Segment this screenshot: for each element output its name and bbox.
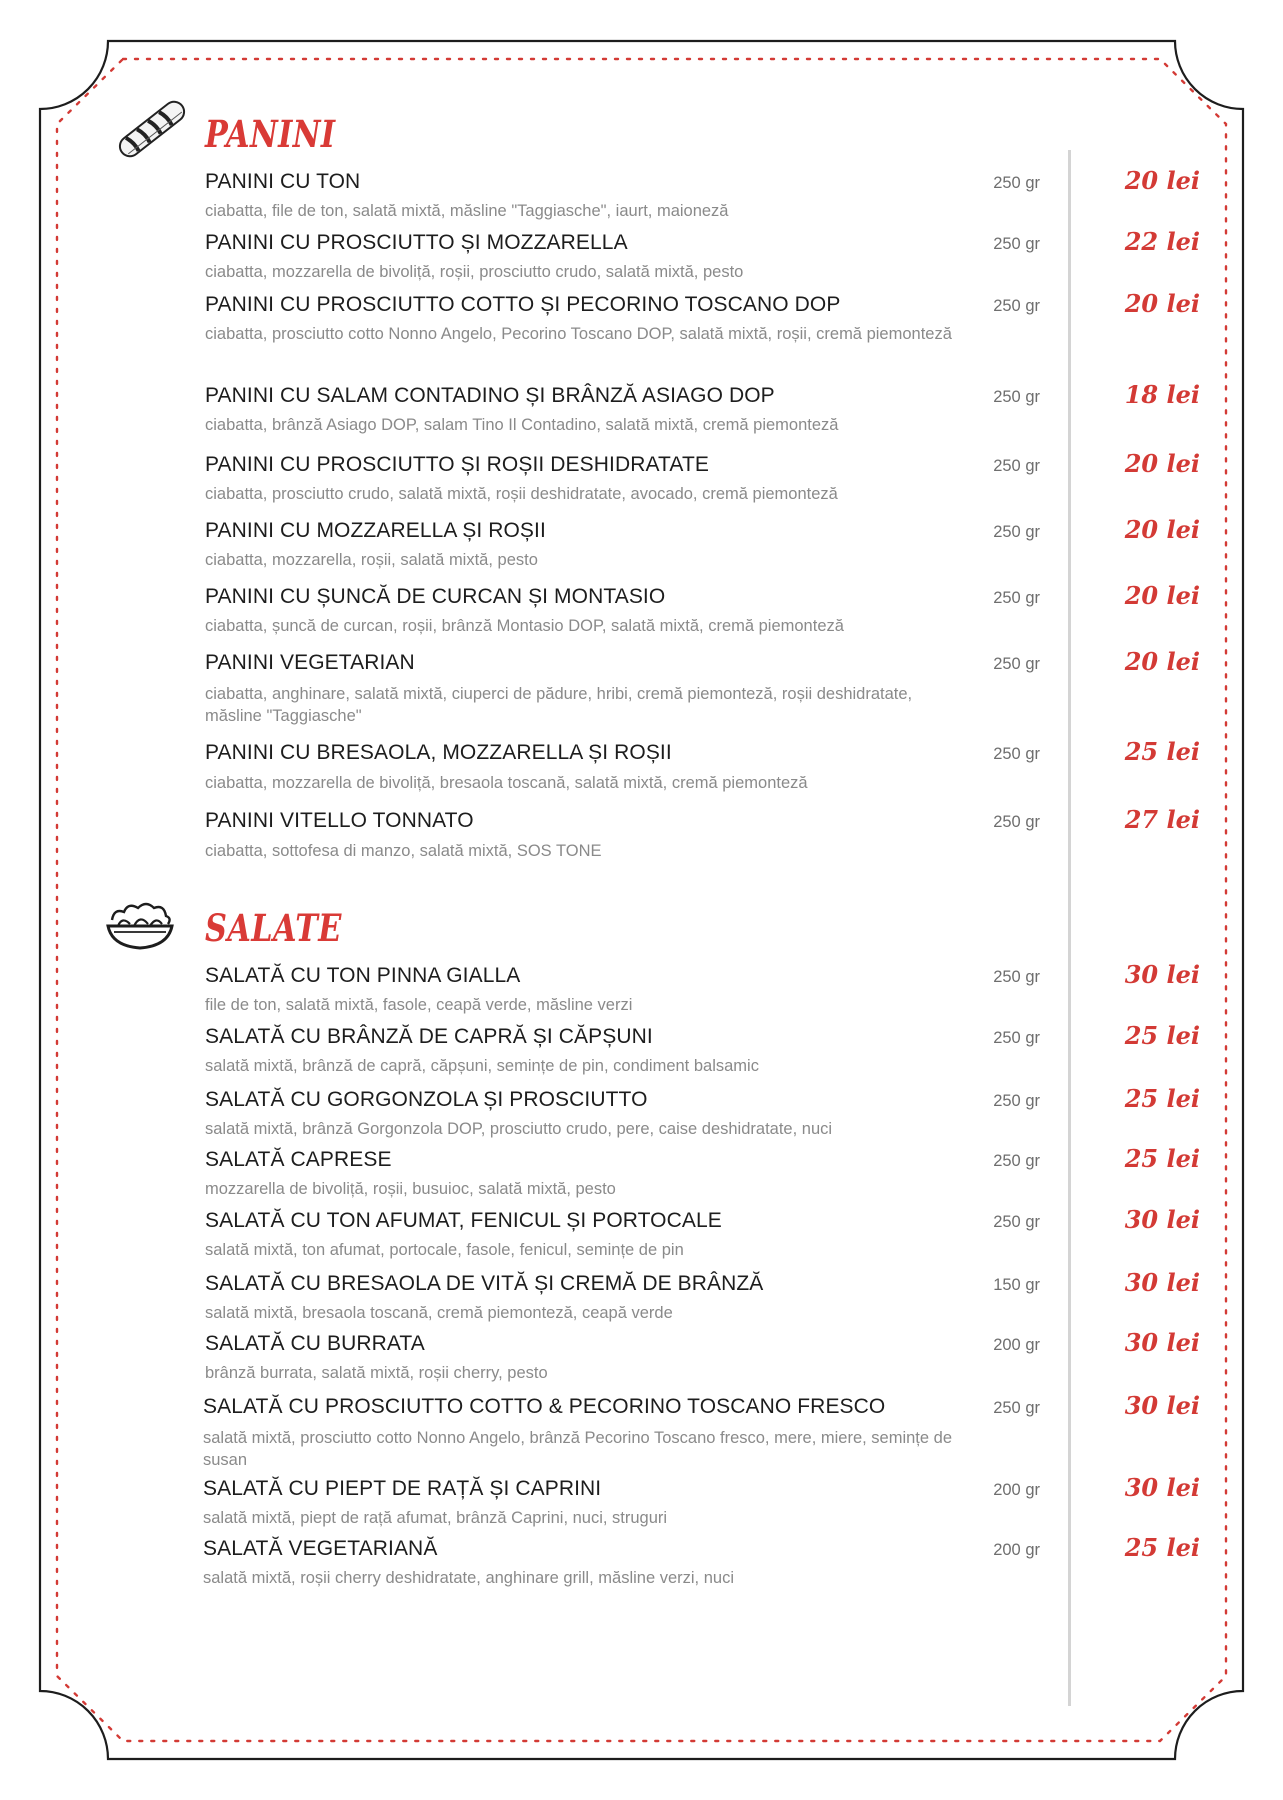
item-price: 30 lei: [1124, 1473, 1200, 1502]
item-price: 20 lei: [1124, 647, 1200, 676]
item-description: salată mixtă, bresaola toscană, cremă piemonteză, ceapă verde: [205, 1304, 673, 1322]
item-weight: 250 gr: [993, 1213, 1040, 1231]
column-divider: [1068, 150, 1071, 1706]
item-weight: 200 gr: [993, 1336, 1040, 1354]
item-name: SALATĂ CU PROSCIUTTO COTTO & PECORINO TOSCANO FRESCO: [203, 1395, 886, 1418]
item-weight: 250 gr: [993, 235, 1040, 253]
item-description: salată mixtă, prosciutto cotto Nonno Angelo, brânză Pecorino Toscano fresco, mere, miere, semințe de susan: [203, 1429, 953, 1469]
item-weight: 250 gr: [993, 589, 1040, 607]
item-price: 20 lei: [1124, 581, 1200, 610]
item-name: PANINI CU ȘUNCĂ DE CURCAN ȘI MONTASIO: [205, 585, 666, 608]
item-description: ciabatta, sottofesa di manzo, salată mixtă, SOS TONE: [205, 842, 602, 860]
item-description: ciabatta, brânză Asiago DOP, salam Tino Il Contadino, salată mixtă, cremă piemonteză: [205, 416, 839, 434]
item-price: 25 lei: [1124, 1021, 1200, 1050]
item-weight: 250 gr: [993, 388, 1040, 406]
item-name: SALATĂ VEGETARIANĂ: [203, 1537, 438, 1560]
item-description: salată mixtă, brânză Gorgonzola DOP, prosciutto crudo, pere, caise deshidratate, nuci: [205, 1120, 833, 1138]
item-weight: 250 gr: [993, 655, 1040, 673]
item-name: PANINI VITELLO TONNATO: [205, 809, 474, 832]
item-description: ciabatta, prosciutto crudo, salată mixtă, roșii deshidratate, avocado, cremă piemonteză: [205, 485, 838, 503]
item-description: ciabatta, anghinare, salată mixtă, ciuperci de pădure, hribi, cremă piemonteză, roșii deshidratate, măsline "Taggiasche": [205, 685, 913, 725]
salad-bowl-icon: [104, 898, 176, 954]
item-price: 20 lei: [1124, 289, 1200, 318]
item-name: SALATĂ CU TON AFUMAT, FENICUL ȘI PORTOCALE: [205, 1209, 722, 1232]
item-price: 20 lei: [1124, 515, 1200, 544]
item-description: ciabatta, mozzarella, roșii, salată mixtă, pesto: [205, 551, 538, 569]
item-weight: 250 gr: [993, 1029, 1040, 1047]
item-description: file de ton, salată mixtă, fasole, ceapă verde, măsline verzi: [205, 996, 633, 1014]
item-weight: 150 gr: [993, 1276, 1040, 1294]
item-name: SALATĂ CU BURRATA: [205, 1332, 425, 1355]
item-weight: 250 gr: [993, 1092, 1040, 1110]
item-name: SALATĂ CU BRESAOLA DE VITĂ ȘI CREMĂ DE BRÂNZĂ: [205, 1272, 764, 1295]
item-price: 20 lei: [1124, 166, 1200, 195]
item-price: 30 lei: [1124, 1268, 1200, 1297]
item-price: 20 lei: [1124, 449, 1200, 478]
item-price: 25 lei: [1124, 1533, 1200, 1562]
item-description: salată mixtă, ton afumat, portocale, fasole, fenicul, semințe de pin: [205, 1241, 684, 1259]
item-name: SALATĂ CU TON PINNA GIALLA: [205, 964, 521, 987]
item-name: PANINI CU PROSCIUTTO ȘI MOZZARELLA: [205, 231, 628, 254]
item-description: ciabatta, șuncă de curcan, roșii, brânză Montasio DOP, salată mixtă, cremă piemonteză: [205, 617, 844, 635]
item-weight: 200 gr: [993, 1541, 1040, 1559]
item-description: ciabatta, prosciutto cotto Nonno Angelo, Pecorino Toscano DOP, salată mixtă, roșii, cremă piemonteză: [205, 325, 952, 343]
item-price: 25 lei: [1124, 737, 1200, 766]
item-name: SALATĂ CU PIEPT DE RAȚĂ ȘI CAPRINI: [203, 1477, 602, 1500]
item-weight: 250 gr: [993, 745, 1040, 763]
item-name: SALATĂ CU BRÂNZĂ DE CAPRĂ ȘI CĂPȘUNI: [205, 1025, 653, 1048]
item-name: PANINI CU BRESAOLA, MOZZARELLA ȘI ROȘII: [205, 741, 672, 764]
item-description: mozzarella de bivoliță, roșii, busuioc, salată mixtă, pesto: [205, 1180, 616, 1198]
item-description: ciabatta, file de ton, salată mixtă, măsline "Taggiasche", iaurt, maioneză: [205, 202, 729, 220]
item-weight: 250 gr: [993, 174, 1040, 192]
item-price: 18 lei: [1124, 380, 1200, 409]
item-price: 27 lei: [1124, 805, 1200, 834]
item-description: ciabatta, mozzarella de bivoliță, bresaola toscană, salată mixtă, cremă piemonteză: [205, 774, 808, 792]
item-weight: 250 gr: [993, 523, 1040, 541]
item-description: salată mixtă, roșii cherry deshidratate, anghinare grill, măsline verzi, nuci: [203, 1569, 734, 1587]
item-price: 25 lei: [1124, 1144, 1200, 1173]
item-weight: 250 gr: [993, 1152, 1040, 1170]
item-name: SALATĂ CU GORGONZOLA ȘI PROSCIUTTO: [205, 1088, 648, 1111]
item-price: 30 lei: [1124, 960, 1200, 989]
item-weight: 250 gr: [993, 968, 1040, 986]
item-weight: 250 gr: [993, 297, 1040, 315]
item-price: 30 lei: [1124, 1205, 1200, 1234]
item-description: ciabatta, mozzarella de bivoliță, roșii, prosciutto crudo, salată mixtă, pesto: [205, 263, 744, 281]
section-title-panini: PANINI: [205, 112, 336, 156]
item-weight: 250 gr: [993, 457, 1040, 475]
item-weight: 250 gr: [993, 1399, 1040, 1417]
item-price: 25 lei: [1124, 1084, 1200, 1113]
item-description: brânză burrata, salată mixtă, roșii cherry, pesto: [205, 1364, 548, 1382]
item-weight: 200 gr: [993, 1481, 1040, 1499]
item-name: PANINI CU SALAM CONTADINO ȘI BRÂNZĂ ASIAGO DOP: [205, 384, 775, 407]
item-weight: 250 gr: [993, 813, 1040, 831]
item-name: PANINI CU TON: [205, 170, 361, 193]
section-title-salate: SALATE: [205, 906, 342, 950]
item-price: 30 lei: [1124, 1328, 1200, 1357]
baguette-icon: [112, 94, 192, 164]
item-name: PANINI CU PROSCIUTTO ȘI ROȘII DESHIDRATATE: [205, 453, 709, 476]
item-description: salată mixtă, brânză de capră, căpșuni, semințe de pin, condiment balsamic: [205, 1057, 759, 1075]
item-price: 22 lei: [1124, 227, 1200, 256]
item-name: PANINI CU MOZZARELLA ȘI ROȘII: [205, 519, 546, 542]
item-name: PANINI CU PROSCIUTTO COTTO ȘI PECORINO TOSCANO DOP: [205, 293, 841, 316]
item-name: PANINI VEGETARIAN: [205, 651, 415, 674]
item-description: salată mixtă, piept de rață afumat, brânză Caprini, nuci, struguri: [203, 1509, 668, 1527]
item-price: 30 lei: [1124, 1391, 1200, 1420]
item-name: SALATĂ CAPRESE: [205, 1148, 392, 1171]
